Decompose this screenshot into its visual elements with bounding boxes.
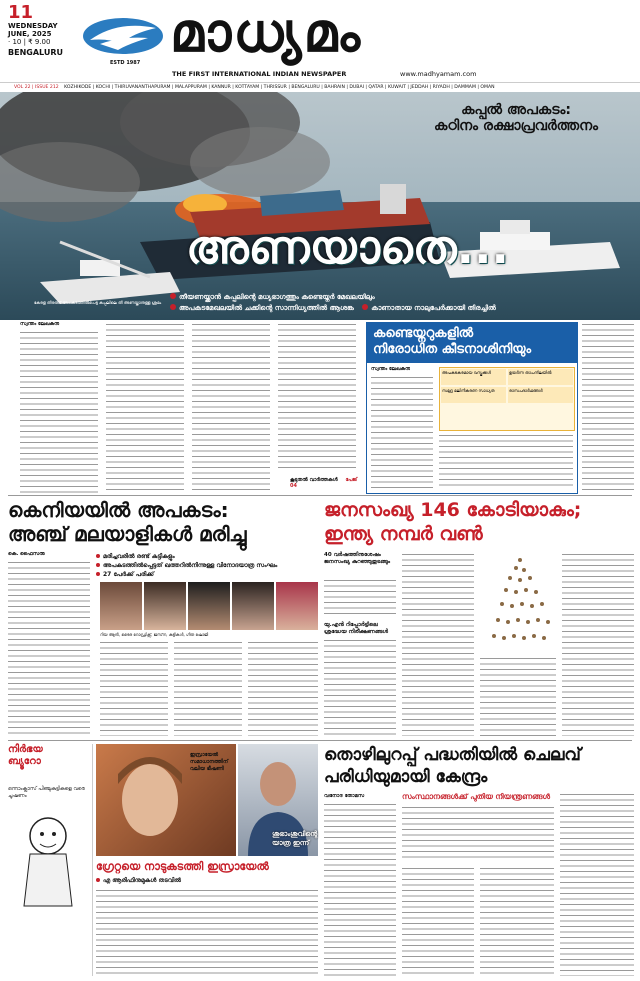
kenya-col-4 <box>248 640 318 736</box>
kenya-col-2 <box>100 640 168 736</box>
population-story <box>324 498 634 738</box>
edition-city: BENGALURU <box>8 48 63 57</box>
greta-sub <box>96 876 318 885</box>
lead-bullets <box>170 292 640 318</box>
portrait <box>188 582 230 630</box>
box-header <box>367 323 577 363</box>
portrait <box>144 582 186 630</box>
employment-sub-text <box>402 805 554 861</box>
edition-date: 11 WEDNESDAY JUNE, 2025 · 10 | ₹ 9.00 BENGALURU <box>8 4 68 57</box>
kenya-bullet-1: മരിച്ചവരിൽ രണ്ട് കുട്ടികളും <box>103 553 175 560</box>
greta-text <box>96 888 318 976</box>
box-item-1: അപകടകരമായ വസ്തുക്കൾ <box>441 369 506 385</box>
lead-col-2 <box>106 322 184 494</box>
right-column-text <box>582 322 634 492</box>
photo-caption: കേരള തീരത്ത് അപകടത്തിൽപെട്ട കപ്പലിലെ തീ അണയ്ക്കാനുള്ള ശ്രമം <box>34 300 162 305</box>
employment-sub: സംസ്ഥാനങ്ങൾക്ക് പുതിയ നിയന്ത്രണങ്ങൾ <box>402 792 551 801</box>
population-headline-2: ഇന്ത്യ നമ്പർ വൺ <box>324 523 483 545</box>
kenya-byline: കെ. ഫൈസൽ <box>8 552 45 557</box>
employment-col-2 <box>402 866 474 976</box>
edition-strip <box>0 82 640 92</box>
employment-col-3 <box>480 866 554 976</box>
kenya-bullet-2: അപകടത്തിൽപ്പെട്ടത് ഖത്തറിൽനിന്നുള്ള വിനോദയാത്ര സംഘം <box>103 562 278 569</box>
bird-logo-icon <box>78 14 168 58</box>
box-item-4: രാസപദാർഥങ്ങൾ <box>508 387 573 403</box>
employment-story <box>324 744 634 976</box>
nirbhaya-text: ഒന്നാംക്ലാസ് പിഞ്ചുകുട്ടികളെ വരെ ചൂഷണം <box>8 786 85 799</box>
greta-quote: ഇസ്രായേൽ സമാധാനത്തിന് വലിയ ഭീഷണി <box>190 752 229 772</box>
pop-col-1 <box>324 578 396 618</box>
population-sub-1: 40 വർഷത്തിനുശേഷം ജനസംഖ്യ കുറഞ്ഞുതുടങ്ങും <box>324 552 391 565</box>
volume: VOL 22 | ISSUE 212 <box>14 85 59 90</box>
kenya-col-1 <box>8 560 90 736</box>
greta-subhead: എ ആരിഫിനുമുകൾ തടവിൽ <box>103 877 181 884</box>
population-headline-1: ജനസംഖ്യ 146 കോടിയാകും; <box>324 499 582 521</box>
lead-col-4 <box>278 322 356 470</box>
masthead <box>0 0 640 92</box>
lead-byline: സ്വന്തം ലേഖകൻ <box>20 322 60 327</box>
population-sub-2: യു.എൻ റിപ്പോർട്ടിലെ ശ്രദ്ധേയ നിരീക്ഷണങ്ങൾ <box>324 622 389 635</box>
employment-headline: തൊഴിലുറപ്പ് പദ്ധതിയിൽ ചെലവ് പരിധിയുമായി കേന്ദ്രം <box>324 745 581 787</box>
employment-col-4 <box>560 792 634 976</box>
kenya-col-3 <box>174 640 242 736</box>
nirbhaya-title: നിർഭയ ബ്യൂറോ <box>8 744 43 767</box>
month-year: JUNE, 2025 <box>8 30 52 38</box>
employment-byline: വിനോദ് തോമസ് <box>324 794 365 799</box>
editions-list: KOZHIKODE | KOCHI | THIRUVANANTHAPURAM | MALAPPURAM | KANNUR | KOTTAYAM | THRISSUR | BENGALURU | BAHRAIN | DUBAI | QATAR | KUWAIT | JEDDAH | RIYADH | DAMMAM | OMAN <box>64 85 495 90</box>
date-day: 11 <box>8 2 34 23</box>
portrait <box>232 582 274 630</box>
lead-kicker <box>400 102 632 134</box>
employment-col-1 <box>324 802 396 976</box>
greta-headline: ഗ്രേറ്റയെ നാടുകടത്തി ഇസ്രായേൽ <box>96 860 269 873</box>
pesticide-box <box>366 322 578 494</box>
shubhanshu-headline: ശുഭാംശുവിന്റെ യാത്ര ഇന്ന് <box>272 830 318 847</box>
weekday: WEDNESDAY <box>8 22 58 30</box>
portrait <box>276 582 318 630</box>
estd: ESTD 1987 <box>110 60 141 66</box>
employment-subbox <box>402 792 554 862</box>
lead-bullet-2: അപകടമേഖലയിൽ ചക്കിന്റെ സാന്നിധ്യത്തിൽ ആശങ്ക <box>179 304 354 312</box>
kenya-headline-2: അഞ്ച് മലയാളികൾ മരിച്ചു <box>8 522 247 546</box>
kenya-caption: റിയ ആൻ, ടൈര റോഡ്രിക്സ്, ജസ്‌ന, കുട്ടികൾ, ഗീത ഷോജി <box>100 632 209 637</box>
jump-page: പേജ് 04 <box>290 477 358 489</box>
lead-bullet-3: കാണാതായ നാലുപേർക്കായി തിരച്ചിൽ <box>371 304 496 312</box>
lead-photo <box>0 92 640 320</box>
box-title-1: കണ്ടെയ്നറുകളിൽ <box>373 326 474 341</box>
cartoon-icon <box>8 806 88 916</box>
kenya-story <box>8 498 318 738</box>
more-news: കൂടുതൽ വാർത്തകൾ <box>290 477 338 483</box>
box-item-3: സമുദ്ര മലിനീകരണ സാധ്യത <box>441 387 506 403</box>
box-item-2: ഉയർന്ന താപനിലയിൽ <box>508 369 573 385</box>
population-crowd-graphic <box>480 552 556 652</box>
pop-col-4 <box>562 552 634 736</box>
website: www.madhyamam.com <box>400 70 477 78</box>
lead-jump <box>290 477 360 489</box>
lead-story <box>20 322 360 494</box>
kenya-headline-1: കെനിയയിൽ അപകടം: <box>8 498 229 522</box>
lead-kicker-1: കപ്പൽ അപകടം: <box>461 102 571 118</box>
lead-kicker-2: കഠിനം രക്ഷാപ്രവർത്തനം <box>434 118 598 134</box>
price: ₹ 9.00 <box>28 38 51 46</box>
newspaper-title: മാധ്യമം <box>170 1 363 64</box>
box-lower-text <box>439 433 573 489</box>
box-table <box>439 367 575 431</box>
greta-story <box>96 860 318 976</box>
box-title-2: നിരോധിത കീടനാശിനിയും <box>373 342 532 357</box>
portrait <box>100 582 142 630</box>
lead-headline: അണയാതെ... <box>186 220 509 274</box>
box-text-col <box>371 375 433 489</box>
kenya-bullet-3: 27 പേർക്ക് പരിക്ക് <box>103 571 154 578</box>
lead-col-3 <box>192 322 270 494</box>
issue-no: · 10 <box>8 38 22 46</box>
pop-col-2 <box>402 552 474 736</box>
box-byline: സ്വന്തം ലേഖകൻ <box>371 367 411 372</box>
nirbhaya-bureau <box>8 744 93 976</box>
lead-col-1 <box>20 330 98 494</box>
pop-col-1b <box>324 638 396 736</box>
lead-bullet-1: തീയണയ്ക്കാൻ കപ്പലിന്റെ മധ്യഭാഗത്തും കണ്ടെയ്നർ മേഖലയിലും <box>179 293 375 301</box>
tagline: THE FIRST INTERNATIONAL INDIAN NEWSPAPER <box>172 70 347 78</box>
pop-col-3 <box>480 656 556 736</box>
victim-portraits <box>100 582 318 630</box>
kenya-bullets <box>96 552 318 579</box>
